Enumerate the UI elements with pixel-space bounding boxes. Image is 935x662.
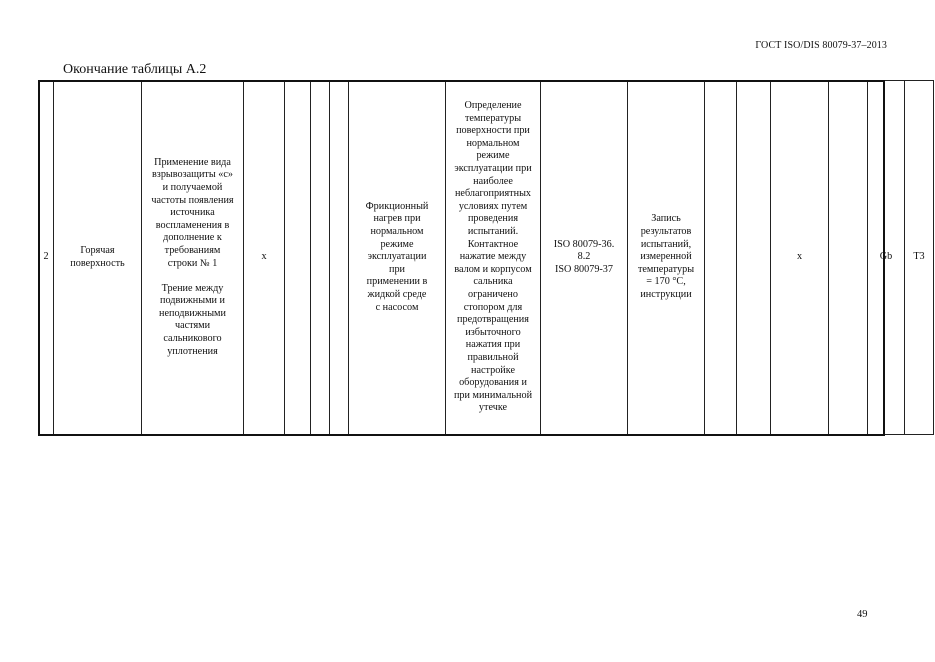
evidence-cell: Запись результатов испытаний, измеренной температуры = 170 °С, инструкции	[628, 81, 705, 435]
empty-cell	[705, 81, 737, 435]
epl-cell: Gb	[868, 81, 905, 435]
table-row	[39, 81, 934, 435]
measures-cell: Определение температуры поверхности при нормальном режиме эксплуатации при наиболее неблагоприятных условиях путем проведения испытаний. Контактное нажатие между валом и корпусом сальника ограничено стопором для предотвращения избыточного нажатия при правильной настройке оборудования и при минимальной утечке	[446, 81, 541, 435]
empty-cell	[285, 81, 311, 435]
document-header: ГОСТ ISO/DIS 80079-37–2013	[755, 40, 887, 51]
hazard-cell: Горячая поверхность	[54, 81, 142, 435]
empty-cell	[737, 81, 771, 435]
empty-cell	[311, 81, 330, 435]
hazard-table	[38, 80, 934, 435]
cause-cell: Фрикционный нагрев при нормальном режиме эксплуатации при применении в жидкой среде с насосом	[349, 81, 446, 435]
empty-cell	[330, 81, 349, 435]
condition-cell: Применение вида взрывозащиты «с» и получаемой частоты появления источника воспламенения в дополнение к требованиям строки № 1 Трение между подвижными и неподвижными частями сальникового уплотнения	[142, 81, 244, 435]
row-number-cell: 2	[39, 81, 54, 435]
mark-cell: x	[244, 81, 285, 435]
mark-cell: x	[771, 81, 829, 435]
table-caption: Окончание таблицы А.2	[63, 62, 207, 77]
empty-cell	[829, 81, 868, 435]
temperature-class-cell: Т3	[905, 81, 934, 435]
page-number: 49	[857, 609, 868, 620]
standards-cell: ISO 80079-36. 8.2 ISO 80079-37	[541, 81, 628, 435]
